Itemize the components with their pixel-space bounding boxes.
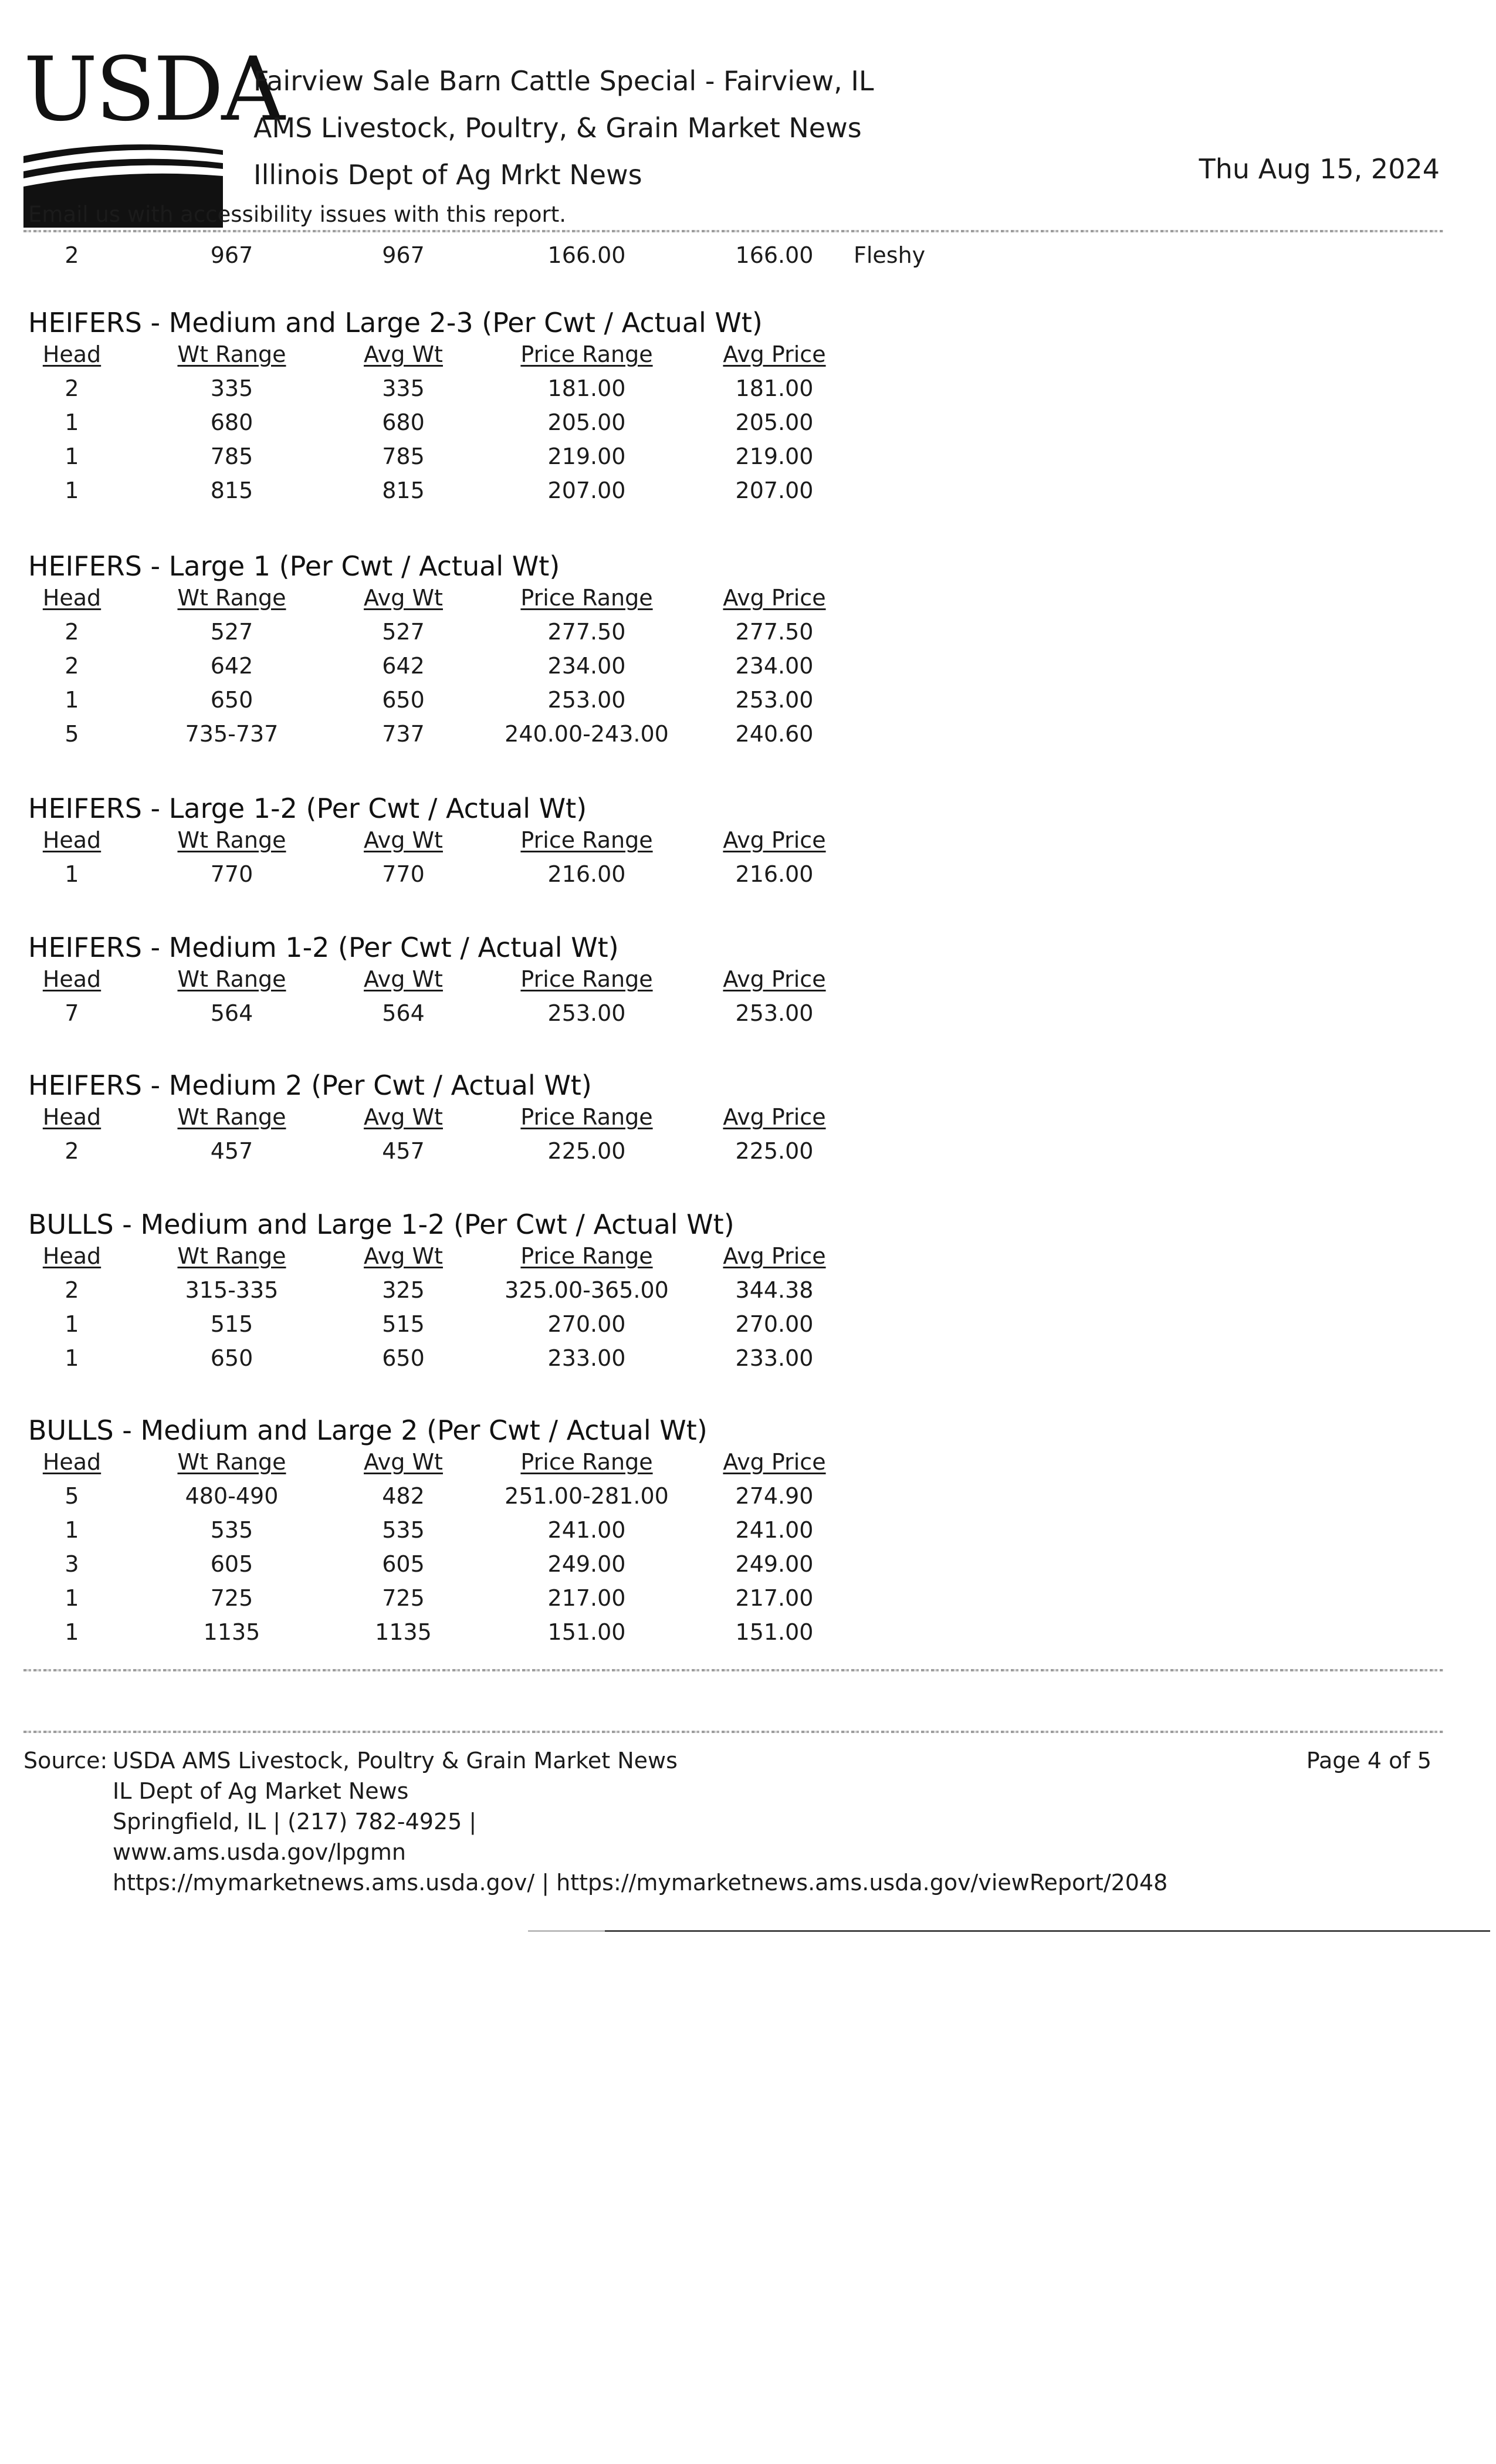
column-header-avg-price: Avg Price [723, 966, 826, 992]
section-title: BULLS - Medium and Large 1-2 (Per Cwt / Actual Wt) [28, 1209, 735, 1240]
column-header-wt-range: Wt Range [177, 1104, 286, 1130]
cell-avg-price: 151.00 [735, 1619, 814, 1645]
section-title: BULLS - Medium and Large 2 (Per Cwt / Actual Wt) [28, 1414, 708, 1446]
column-header-row [0, 1101, 997, 1133]
cell-avg-price: 344.38 [735, 1277, 814, 1303]
cell-wt-range: 967 [210, 242, 253, 268]
cell-avg-wt: 1135 [375, 1619, 432, 1645]
cell-price-range: 207.00 [547, 478, 626, 503]
cell-wt-range: 1135 [203, 1619, 260, 1645]
column-header-wt-range: Wt Range [177, 1243, 286, 1269]
report-agency: AMS Livestock, Poultry, & Grain Market News [253, 112, 862, 144]
cell-price-range: 151.00 [547, 1619, 626, 1645]
cell-wt-range: 315-335 [185, 1277, 279, 1303]
cell-head: 1 [65, 409, 79, 435]
cell-head: 1 [65, 687, 79, 713]
column-header-row [0, 824, 997, 857]
bottom-rule [528, 1930, 1490, 1932]
cell-price-range: 166.00 [547, 242, 626, 268]
cell-avg-price: 253.00 [735, 687, 814, 713]
cell-avg-price: 216.00 [735, 861, 814, 887]
cell-avg-wt: 785 [382, 444, 425, 469]
cell-note: Fleshy [854, 242, 926, 268]
cell-avg-price: 253.00 [735, 1000, 814, 1026]
cell-avg-wt: 725 [382, 1585, 425, 1611]
table-row [0, 615, 997, 648]
column-header-avg-wt: Avg Wt [364, 1104, 443, 1130]
cell-price-range: 270.00 [547, 1311, 626, 1337]
report-title-block [253, 57, 874, 198]
cell-head: 1 [65, 478, 79, 503]
table-row [0, 858, 997, 891]
report-title: Fairview Sale Barn Cattle Special - Fairview, IL [253, 65, 874, 97]
cell-price-range: 217.00 [547, 1585, 626, 1611]
cell-avg-wt: 680 [382, 409, 425, 435]
carryover-row [0, 239, 997, 272]
source-website-link[interactable]: www.ams.usda.gov/lpgmn [113, 1839, 406, 1865]
cell-wt-range: 650 [210, 1345, 253, 1371]
page-number: Page 4 of 5 [1306, 1748, 1431, 1773]
source-office: IL Dept of Ag Market News [113, 1778, 409, 1804]
column-header-wt-range: Wt Range [177, 827, 286, 853]
column-header-avg-wt: Avg Wt [364, 341, 443, 367]
column-header-price-range: Price Range [520, 1104, 653, 1130]
table-row [0, 440, 997, 473]
cell-avg-price: 233.00 [735, 1345, 814, 1371]
cell-avg-wt: 527 [382, 619, 425, 645]
column-header-avg-price: Avg Price [723, 827, 826, 853]
accessibility-email-note[interactable]: Email us with accessibility issues with this report. [28, 202, 566, 227]
report-office: Illinois Dept of Ag Mrkt News [253, 159, 642, 191]
column-header-head: Head [42, 585, 101, 611]
column-header-wt-range: Wt Range [177, 1449, 286, 1475]
cell-avg-price: 219.00 [735, 444, 814, 469]
column-header-avg-price: Avg Price [723, 585, 826, 611]
cell-avg-wt: 642 [382, 653, 425, 679]
cell-wt-range: 515 [210, 1311, 253, 1337]
source-agency: USDA AMS Livestock, Poultry & Grain Market News [113, 1748, 678, 1773]
source-report-links[interactable]: https://mymarketnews.ams.usda.gov/ | https://mymarketnews.ams.usda.gov/viewReport/2048 [113, 1870, 1168, 1896]
header-divider [23, 230, 1443, 232]
cell-head: 1 [65, 1345, 79, 1371]
cell-head: 1 [65, 1585, 79, 1611]
cell-price-range: 205.00 [547, 409, 626, 435]
cell-price-range: 233.00 [547, 1345, 626, 1371]
cell-avg-wt: 650 [382, 1345, 425, 1371]
cell-head: 1 [65, 1311, 79, 1337]
table-row [0, 1548, 997, 1580]
cell-wt-range: 335 [210, 375, 253, 401]
cell-wt-range: 650 [210, 687, 253, 713]
report-date: Thu Aug 15, 2024 [1199, 153, 1440, 185]
cell-price-range: 216.00 [547, 861, 626, 887]
column-header-avg-wt: Avg Wt [364, 585, 443, 611]
cell-price-range: 249.00 [547, 1551, 626, 1577]
column-header-avg-wt: Avg Wt [364, 827, 443, 853]
section-title: HEIFERS - Large 1 (Per Cwt / Actual Wt) [28, 550, 560, 582]
cell-price-range: 325.00-365.00 [505, 1277, 669, 1303]
cell-avg-price: 217.00 [735, 1585, 814, 1611]
section-title: HEIFERS - Large 1-2 (Per Cwt / Actual Wt) [28, 793, 587, 824]
cell-price-range: 234.00 [547, 653, 626, 679]
column-header-row [0, 963, 997, 996]
column-header-price-range: Price Range [520, 1449, 653, 1475]
column-header-avg-price: Avg Price [723, 1243, 826, 1269]
cell-wt-range: 457 [210, 1138, 253, 1164]
cell-price-range: 277.50 [547, 619, 626, 645]
table-row [0, 1616, 997, 1649]
cell-avg-price: 277.50 [735, 619, 814, 645]
cell-wt-range: 735-737 [185, 721, 279, 747]
cell-wt-range: 680 [210, 409, 253, 435]
cell-avg-wt: 325 [382, 1277, 425, 1303]
table-row [0, 474, 997, 507]
cell-avg-price: 166.00 [735, 242, 814, 268]
table-row [0, 1135, 997, 1167]
source-label: Source: [23, 1748, 108, 1773]
cell-wt-range: 564 [210, 1000, 253, 1026]
column-header-row [0, 581, 997, 614]
cell-avg-wt: 815 [382, 478, 425, 503]
column-header-avg-wt: Avg Wt [364, 1449, 443, 1475]
cell-head: 7 [65, 1000, 79, 1026]
cell-price-range: 251.00-281.00 [505, 1483, 669, 1509]
cell-price-range: 253.00 [547, 687, 626, 713]
cell-head: 1 [65, 444, 79, 469]
column-header-head: Head [42, 1104, 101, 1130]
cell-avg-price: 234.00 [735, 653, 814, 679]
table-row [0, 1480, 997, 1512]
column-header-head: Head [42, 341, 101, 367]
column-header-head: Head [42, 1449, 101, 1475]
cell-avg-price: 274.90 [735, 1483, 814, 1509]
cell-avg-price: 205.00 [735, 409, 814, 435]
column-header-wt-range: Wt Range [177, 341, 286, 367]
table-end-divider [23, 1669, 1443, 1671]
cell-wt-range: 725 [210, 1585, 253, 1611]
column-header-avg-wt: Avg Wt [364, 966, 443, 992]
table-row [0, 717, 997, 750]
cell-avg-price: 207.00 [735, 478, 814, 503]
cell-avg-price: 249.00 [735, 1551, 814, 1577]
column-header-avg-price: Avg Price [723, 341, 826, 367]
cell-avg-wt: 515 [382, 1311, 425, 1337]
cell-wt-range: 642 [210, 653, 253, 679]
cell-avg-price: 241.00 [735, 1517, 814, 1543]
footer-divider [23, 1731, 1443, 1733]
cell-price-range: 241.00 [547, 1517, 626, 1543]
table-row [0, 649, 997, 682]
cell-avg-wt: 650 [382, 687, 425, 713]
column-header-head: Head [42, 1243, 101, 1269]
table-row [0, 1274, 997, 1307]
cell-head: 5 [65, 721, 79, 747]
table-row [0, 997, 997, 1030]
cell-head: 5 [65, 1483, 79, 1509]
column-header-price-range: Price Range [520, 585, 653, 611]
column-header-row [0, 1446, 997, 1478]
column-header-price-range: Price Range [520, 966, 653, 992]
column-header-row [0, 338, 997, 371]
table-row [0, 1582, 997, 1615]
cell-avg-wt: 770 [382, 861, 425, 887]
cell-head: 1 [65, 861, 79, 887]
usda-logo-text: USDA [23, 39, 283, 141]
section-title: HEIFERS - Medium 1-2 (Per Cwt / Actual Wt) [28, 932, 619, 963]
cell-head: 3 [65, 1551, 79, 1577]
cell-head: 2 [65, 653, 79, 679]
column-header-wt-range: Wt Range [177, 585, 286, 611]
cell-wt-range: 535 [210, 1517, 253, 1543]
cell-price-range: 240.00-243.00 [505, 721, 669, 747]
cell-head: 2 [65, 619, 79, 645]
cell-wt-range: 770 [210, 861, 253, 887]
column-header-price-range: Price Range [520, 827, 653, 853]
column-header-price-range: Price Range [520, 1243, 653, 1269]
cell-avg-price: 181.00 [735, 375, 814, 401]
cell-price-range: 253.00 [547, 1000, 626, 1026]
column-header-price-range: Price Range [520, 341, 653, 367]
cell-avg-wt: 564 [382, 1000, 425, 1026]
cell-head: 2 [65, 1277, 79, 1303]
table-row [0, 1514, 997, 1546]
cell-avg-wt: 967 [382, 242, 425, 268]
cell-avg-wt: 457 [382, 1138, 425, 1164]
cell-head: 1 [65, 1619, 79, 1645]
cell-wt-range: 527 [210, 619, 253, 645]
table-row [0, 1308, 997, 1341]
source-lines [113, 1745, 1167, 1898]
cell-price-range: 181.00 [547, 375, 626, 401]
column-header-row [0, 1240, 997, 1272]
cell-head: 1 [65, 1517, 79, 1543]
cell-wt-range: 785 [210, 444, 253, 469]
cell-avg-price: 240.60 [735, 721, 814, 747]
cell-price-range: 225.00 [547, 1138, 626, 1164]
section-title: HEIFERS - Medium 2 (Per Cwt / Actual Wt) [28, 1069, 592, 1101]
cell-head: 2 [65, 242, 79, 268]
cell-wt-range: 480-490 [185, 1483, 279, 1509]
table-row [0, 372, 997, 405]
cell-avg-wt: 535 [382, 1517, 425, 1543]
column-header-avg-wt: Avg Wt [364, 1243, 443, 1269]
column-header-avg-price: Avg Price [723, 1104, 826, 1130]
cell-avg-wt: 335 [382, 375, 425, 401]
column-header-head: Head [42, 827, 101, 853]
section-title: HEIFERS - Medium and Large 2-3 (Per Cwt / Actual Wt) [28, 307, 763, 339]
cell-avg-price: 225.00 [735, 1138, 814, 1164]
cell-head: 2 [65, 1138, 79, 1164]
table-row [0, 683, 997, 716]
source-contact: Springfield, IL | (217) 782-4925 | [113, 1809, 477, 1835]
table-row [0, 1342, 997, 1375]
column-header-avg-price: Avg Price [723, 1449, 826, 1475]
cell-avg-wt: 482 [382, 1483, 425, 1509]
cell-avg-price: 270.00 [735, 1311, 814, 1337]
column-header-wt-range: Wt Range [177, 966, 286, 992]
cell-avg-wt: 605 [382, 1551, 425, 1577]
cell-wt-range: 605 [210, 1551, 253, 1577]
table-row [0, 406, 997, 439]
cell-avg-wt: 737 [382, 721, 425, 747]
cell-wt-range: 815 [210, 478, 253, 503]
cell-head: 2 [65, 375, 79, 401]
cell-price-range: 219.00 [547, 444, 626, 469]
column-header-head: Head [42, 966, 101, 992]
